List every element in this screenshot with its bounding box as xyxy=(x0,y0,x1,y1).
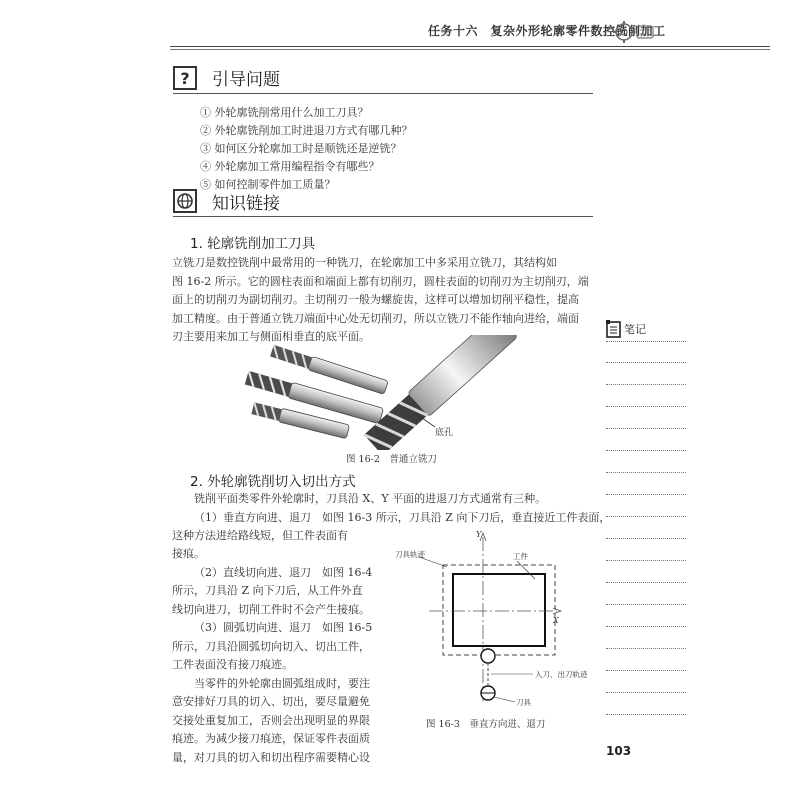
leader-workpiece xyxy=(517,561,535,579)
workpiece-outline xyxy=(453,574,545,646)
note-line xyxy=(606,406,686,407)
note-line xyxy=(606,670,686,671)
knowledge-section-rule xyxy=(173,216,593,217)
paragraph-line: 交接处重复加工，否则会出现明显的界限 xyxy=(172,713,370,727)
guide-section-rule xyxy=(173,93,593,94)
subheading-cutting-tools: 1. 轮廓铣削加工刀具 xyxy=(190,236,316,252)
guide-question-3: ③ 如何区分轮廓加工时是顺铣还是逆铣？ xyxy=(200,142,402,155)
paragraph-narrow-column xyxy=(172,545,387,767)
note-line xyxy=(606,450,686,451)
y-axis-label: Y xyxy=(476,530,482,539)
header-gear-decoration-icon xyxy=(612,20,656,44)
guide-question-list xyxy=(200,104,413,194)
tool-path-outline xyxy=(443,565,555,655)
header-rule xyxy=(170,46,770,47)
knowledge-section-title: 知识链接 xyxy=(212,194,280,214)
note-line xyxy=(606,428,686,429)
notes-title: 笔记 xyxy=(624,323,646,336)
paragraph-line: 接痕。 xyxy=(172,547,205,560)
paragraph-line: （3）圆弧切向进、退刀 如图 16-5 xyxy=(194,621,373,634)
label-tool-path: 刀具轨迹 xyxy=(395,550,425,559)
guide-section-title: 引导问题 xyxy=(212,70,280,90)
paragraph-line: 加工精度。由于普通立铣刀端面中心处无切削刃，所以立铣刀不能作轴向进给，端面 xyxy=(172,311,579,325)
note-line xyxy=(606,692,686,693)
subheading-entry-exit: 2. 外轮廓铣削切入切出方式 xyxy=(190,474,356,490)
note-line xyxy=(606,494,686,495)
paragraph-line: 痕迹。为减少接刀痕迹，保证零件表面质 xyxy=(172,732,370,745)
paragraph-line: 图 16-2 所示。它的圆柱表面和端面上都有切削刃，圆柱表面的切削刃为主切削刃，端 xyxy=(172,274,589,288)
note-line xyxy=(606,582,686,583)
label-workpiece: 工件 xyxy=(513,552,528,561)
guide-question-1: ① 外轮廓铣削常用什么加工刀具？ xyxy=(200,106,369,119)
figure-16-3-caption: 图 16-3 垂直方向进、退刀 xyxy=(426,719,546,730)
bottom-hole-label: 底孔 xyxy=(435,428,454,438)
note-line xyxy=(606,362,686,363)
paragraph-line: 所示，刀具沿圆弧切向切入、切出工件， xyxy=(172,639,370,653)
page-number: 103 xyxy=(606,744,632,758)
paragraph-line: 量，对刀具的切入和切出程序需要精心设 xyxy=(172,750,370,764)
note-line xyxy=(606,648,686,649)
note-line xyxy=(606,714,686,715)
note-line xyxy=(606,626,686,627)
paragraph-line: 铣削平面类零件外轮廓时，刀具沿 X、Y 平面的进退刀方式通常有三种。 xyxy=(194,492,547,505)
note-line xyxy=(606,560,686,561)
figure-16-3-diagram xyxy=(395,525,595,720)
end-mill-figure xyxy=(240,335,540,450)
paragraph-line: 这种方法进给路线短，但工件表面有 xyxy=(172,529,348,542)
paragraph-line: 面上的切削刃为副切削刃。主切削刃一般为螺旋齿，这样可以增加切削平稳性，提高 xyxy=(172,293,579,306)
note-line xyxy=(606,472,686,473)
paragraph-line: （2）直线切向进、退刀 如图 16-4 xyxy=(194,565,373,579)
note-line xyxy=(606,341,686,342)
header-title: 任务十六 复杂外形轮廓零件数控铣削加工 xyxy=(428,24,666,38)
notepad-icon xyxy=(606,320,622,338)
paragraph-line: （1）垂直方向进、退刀 如图 16-3 所示，刀具沿 Z 向下刀后，垂直接近工件表面， xyxy=(194,510,611,524)
paragraph-line: 意安排好刀具的切入、切出，要尽量避免 xyxy=(172,695,370,708)
small-end-mill-group xyxy=(245,344,389,439)
tool-position-upper xyxy=(481,649,495,663)
note-line xyxy=(606,384,686,385)
x-axis-label: X xyxy=(553,616,559,625)
figure-16-2-caption: 图 16-2 普通立铣刀 xyxy=(346,454,437,465)
paragraph-line: 刃主要用来加工与侧面相垂直的底平面。 xyxy=(172,330,370,343)
guide-question-4: ④ 外轮廓加工常用编程指令有哪些？ xyxy=(200,160,380,173)
paragraph-end-mill xyxy=(172,254,589,347)
paragraph-line: 工件表面没有接刀痕迹。 xyxy=(172,658,293,671)
header-rule-thin xyxy=(170,49,770,50)
paragraph-line: 当零件的外轮廓由圆弧组成时，要注 xyxy=(194,676,370,690)
paragraph-line: 线切向进刀，切削工件时不会产生接痕。 xyxy=(172,602,370,616)
label-tool: 刀具 xyxy=(516,698,531,707)
guide-question-5: ⑤ 如何控制零件加工质量？ xyxy=(200,178,336,191)
note-line xyxy=(606,538,686,539)
label-entry-path: 入刀、出刀轨迹 xyxy=(535,670,588,679)
globe-icon xyxy=(173,189,197,213)
guide-question-2: ② 外轮廓铣削加工时进退刀方式有哪几种？ xyxy=(200,124,413,137)
note-line xyxy=(606,604,686,605)
paragraph-line: 立铣刀是数控铣削中最常用的一种铣刀，在轮廓加工中多采用立铣刀，其结构如 xyxy=(172,256,557,269)
note-line xyxy=(606,516,686,517)
paragraph-line: 所示，刀具沿 Z 向下刀后，从工件外直 xyxy=(172,584,363,597)
question-icon: ? xyxy=(173,66,197,90)
leader-tool xyxy=(494,697,515,702)
